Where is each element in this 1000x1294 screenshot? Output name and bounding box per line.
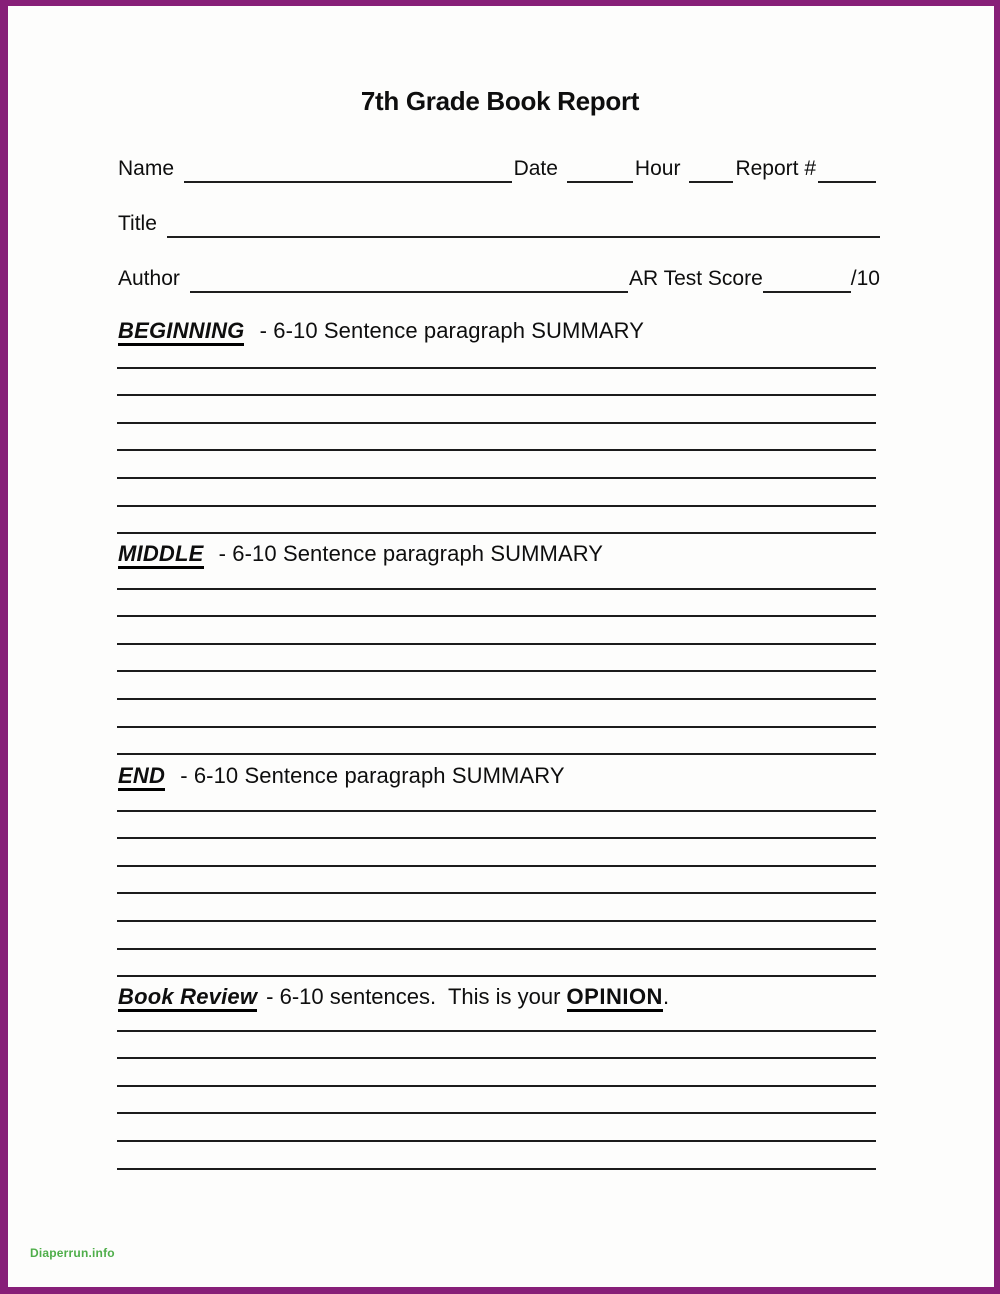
ruled-lines-end: [117, 784, 876, 977]
ruled-line: [117, 645, 876, 673]
date-blank-line: [567, 181, 633, 183]
ruled-line: [117, 950, 876, 978]
name-date-hour-report-row: [118, 150, 876, 184]
title-label: Title: [118, 212, 157, 235]
ruled-line: [117, 922, 876, 950]
ruled-lines-book-review: [117, 1004, 876, 1170]
title-blank-line: [167, 236, 880, 238]
ruled-line: [117, 1032, 876, 1060]
name-label: Name: [118, 157, 175, 180]
author-label: Author: [118, 267, 180, 290]
ar-test-score-denominator: /10: [850, 267, 880, 290]
ruled-line: [117, 369, 876, 397]
book-review-description: - 6-10 sentences. This is your: [266, 984, 567, 1009]
ruled-line: [117, 396, 876, 424]
ruled-line: [117, 341, 876, 369]
ar-test-score-label: AR Test Score: [628, 267, 763, 290]
section-description-middle: - 6-10 Sentence paragraph SUMMARY: [218, 541, 604, 566]
ruled-line: [117, 479, 876, 507]
section-description-end: - 6-10 Sentence paragraph SUMMARY: [180, 763, 565, 788]
ruled-line: [117, 1142, 876, 1170]
section-description-beginning: - 6-10 Sentence paragraph SUMMARY: [259, 318, 645, 343]
section-label-end: END: [118, 763, 165, 791]
ruled-line: [117, 812, 876, 840]
ruled-line: [117, 507, 876, 535]
hour-label: Hour: [634, 157, 681, 180]
ruled-line: [117, 672, 876, 700]
ruled-line: [117, 590, 876, 618]
opinion-word: OPINION: [567, 984, 663, 1012]
ruled-line: [117, 894, 876, 922]
book-review-description-suffix: .: [662, 984, 670, 1009]
ruled-line: [117, 424, 876, 452]
watermark: Diaperrun.info: [30, 1246, 115, 1260]
report-number-label: Report #: [735, 157, 816, 180]
date-label: Date: [513, 157, 558, 180]
ruled-line: [117, 562, 876, 590]
ruled-line: [117, 784, 876, 812]
name-blank-line: [184, 181, 512, 183]
ruled-line: [117, 451, 876, 479]
ruled-line: [117, 1059, 876, 1087]
author-score-row: [118, 260, 880, 294]
ruled-line: [117, 839, 876, 867]
ruled-line: [117, 617, 876, 645]
ruled-line: [117, 1004, 876, 1032]
ruled-lines-middle: [117, 562, 876, 755]
author-blank-line: [190, 291, 628, 293]
report-number-blank-line: [818, 181, 876, 183]
ruled-line: [117, 1087, 876, 1115]
hour-blank-line: [689, 181, 733, 183]
book-title-row: [118, 205, 880, 239]
ar-test-score-blank-line: [763, 291, 851, 293]
ruled-line: [117, 728, 876, 756]
ruled-lines-beginning: [117, 341, 876, 534]
ruled-line: [117, 700, 876, 728]
section-label-beginning: BEGINNING: [118, 318, 244, 346]
ruled-line: [117, 867, 876, 895]
section-label-book-review: Book Review: [118, 984, 257, 1012]
ruled-line: [117, 1114, 876, 1142]
section-label-middle: MIDDLE: [118, 541, 204, 569]
page-title: 7th Grade Book Report: [360, 86, 640, 116]
